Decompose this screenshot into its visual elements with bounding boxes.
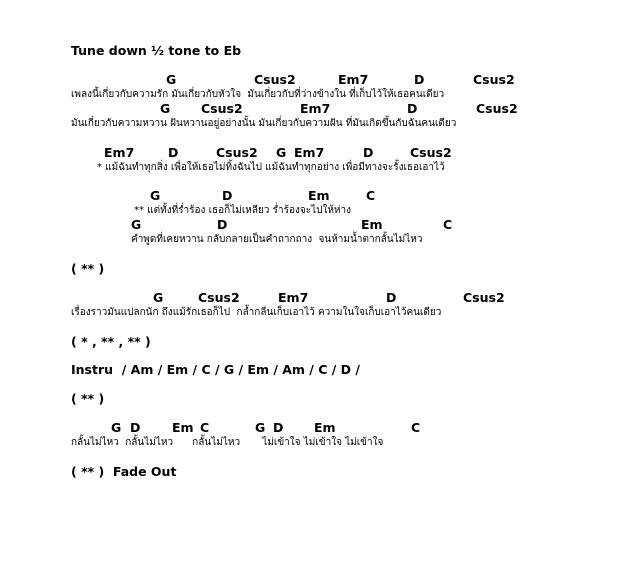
chord: G xyxy=(160,101,171,116)
chord: D xyxy=(273,420,284,435)
lyric-line: เรื่องราวมันแปลกนัก ถึงแม้รักเธอก็ไป กล้ำกลืนเก็บเอาไว้ ความในใจเก็บเอาไว้คนเดียว xyxy=(71,307,442,318)
chord: Csus2 xyxy=(476,101,518,116)
chord: Csus2 xyxy=(198,290,240,305)
chord: D xyxy=(407,101,418,116)
chord: C xyxy=(443,217,453,232)
chord-line xyxy=(0,74,633,88)
chord: Em xyxy=(172,420,194,435)
chord: C xyxy=(366,188,376,203)
lyric-line: มันเกี่ยวกับความหวาน ฝันหวานอยู่อย่างนั้น มันเกี่ยวกับความฝัน ที่มันเกิดขึ้นกับฉันคนเดียว xyxy=(71,118,457,129)
chord: D xyxy=(386,290,397,305)
chord: D xyxy=(168,145,179,160)
repeat-marker: ( * , ** , ** ) xyxy=(71,334,151,349)
chord: Csus2 xyxy=(473,72,515,87)
instrumental-line: Instru / Am / Em / C / G / Em / Am / C / D / xyxy=(71,362,360,377)
song-title: Tune down ½ tone to Eb xyxy=(71,43,242,58)
chord: Em7 xyxy=(104,145,135,160)
chord: Em7 xyxy=(338,72,369,87)
chord-line xyxy=(0,103,633,117)
chord: D xyxy=(217,217,228,232)
chord-line xyxy=(0,190,633,204)
chord: G xyxy=(166,72,177,87)
chord: G xyxy=(150,188,161,203)
chord: G xyxy=(276,145,287,160)
chord: C xyxy=(411,420,421,435)
chord: G xyxy=(131,217,142,232)
chord: Em xyxy=(314,420,336,435)
chord: G xyxy=(255,420,266,435)
chord: Em7 xyxy=(300,101,331,116)
chord: G xyxy=(153,290,164,305)
chord-line xyxy=(0,422,633,436)
lyric-line: เพลงนี้เกี่ยวกับความรัก มันเกี่ยวกับหัวใจ มันเกี่ยวกับที่ว่างข้างใน ที่เก็บไว้ให้เธอคนเดียว xyxy=(71,89,445,100)
chord: C xyxy=(200,420,210,435)
chord: Csus2 xyxy=(201,101,243,116)
chord: Csus2 xyxy=(463,290,505,305)
chord: Csus2 xyxy=(254,72,296,87)
chord-line xyxy=(0,219,633,233)
chord: G xyxy=(111,420,122,435)
lyric-line: * แม้ฉันทำทุกสิ่ง เพื่อให้เธอไม่ทิ้งฉันไป แม้ฉันทำทุกอย่าง เพื่อมีทางจะรั้งเธอเอาไว้ xyxy=(97,162,445,173)
chord: Em7 xyxy=(294,145,325,160)
repeat-marker: ( ** ) xyxy=(71,261,105,276)
chord: Em xyxy=(361,217,383,232)
lyric-line: กลั้นไม่ไหว กลั้นไม่ไหว กลั้นไม่ไหว ไม่เข้าใจ ไม่เข้าใจ ไม่เข้าใจ xyxy=(71,437,384,448)
chord-line xyxy=(0,147,633,161)
chord: Csus2 xyxy=(216,145,258,160)
chord-line xyxy=(0,292,633,306)
chord: D xyxy=(130,420,141,435)
lyric-line: ** แต่ทั้งที่ร่ำร้อง เธอก็ไม่เหลียว ร่ำร้องจะไปให้ห่าง xyxy=(134,205,352,216)
chord: Em xyxy=(308,188,330,203)
repeat-marker: ( ** ) xyxy=(71,391,105,406)
lyric-line: คำพูดที่เคยหวาน กลับกลายเป็นคำถากถาง จนห้ามน้ำตากลั้นไม่ไหว xyxy=(131,234,423,245)
chord: Em7 xyxy=(278,290,309,305)
chord: Csus2 xyxy=(410,145,452,160)
chord: D xyxy=(222,188,233,203)
chord: D xyxy=(363,145,374,160)
ending-marker: ( ** ) Fade Out xyxy=(71,464,177,479)
chord: D xyxy=(414,72,425,87)
